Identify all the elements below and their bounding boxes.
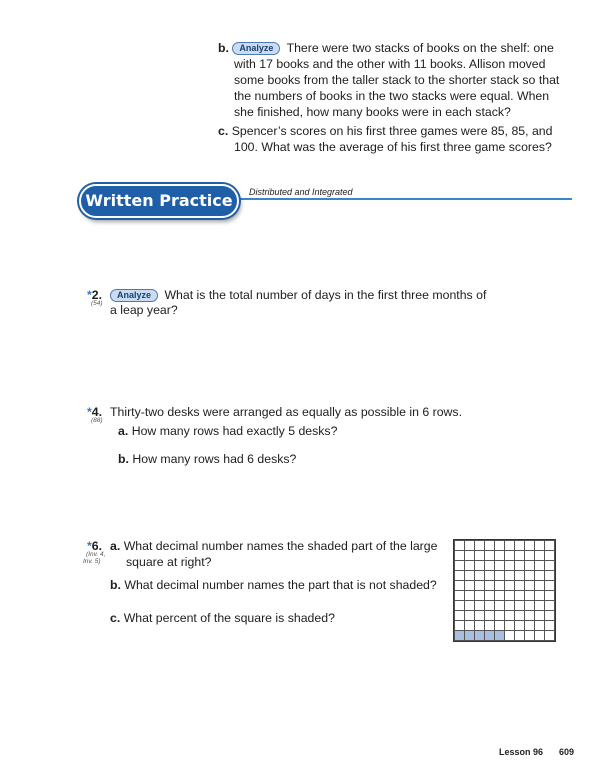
grid-cell <box>465 621 475 631</box>
grid-cell <box>475 581 485 591</box>
grid-cell <box>535 571 545 581</box>
grid-row <box>455 551 555 561</box>
part-letter: c. <box>110 611 121 625</box>
grid-row <box>455 601 555 611</box>
problem-6c <box>110 610 335 626</box>
grid-cell <box>505 621 515 631</box>
lesson-reference-2: Inv. 5) <box>83 558 101 565</box>
grid-cell <box>475 571 485 581</box>
grid-cell-shaded <box>465 631 475 641</box>
lesson-reference-1: (Inv. 4, <box>86 551 106 558</box>
part-text: What decimal number names the part that is not shaded? <box>124 578 437 592</box>
grid-cell <box>545 541 555 551</box>
grid-cell <box>485 571 495 581</box>
grid-row <box>455 621 555 631</box>
analyze-badge: Analyze <box>110 289 158 302</box>
grid-cell <box>495 601 505 611</box>
part-letter: a. <box>110 539 121 553</box>
grid-row <box>455 581 555 591</box>
star-icon: * <box>87 405 92 419</box>
grid-cell <box>515 591 525 601</box>
grid-cell <box>545 631 555 641</box>
grid-cell <box>535 581 545 591</box>
grid-cell <box>515 571 525 581</box>
grid-cell <box>525 631 535 641</box>
grid-cell <box>485 601 495 611</box>
grid-cell <box>505 551 515 561</box>
grid-cell <box>525 611 535 621</box>
grid-cell <box>495 541 505 551</box>
part-letter: b. <box>118 452 129 466</box>
grid-cell <box>515 611 525 621</box>
grid-cell <box>515 601 525 611</box>
page-number: 609 <box>559 747 575 757</box>
grid-cell <box>455 541 465 551</box>
grid-cell <box>515 541 525 551</box>
part-letter-b: b. <box>218 41 229 55</box>
grid-cell <box>505 591 515 601</box>
grid-cell <box>455 561 465 571</box>
grid-row <box>455 561 555 571</box>
grid-cell <box>455 611 465 621</box>
grid-cell <box>525 561 535 571</box>
written-practice-subtitle: Distributed and Integrated <box>249 187 353 197</box>
part-text: What percent of the square is shaded? <box>123 611 335 625</box>
grid-cell <box>475 621 485 631</box>
grid-cell <box>515 621 525 631</box>
grid-cell <box>455 581 465 591</box>
grid-cell <box>485 561 495 571</box>
grid-cell <box>545 551 555 561</box>
problem-2-text: What is the total number of days in the first three months of <box>164 288 487 302</box>
grid-cell <box>505 541 515 551</box>
problem-number: 6. <box>91 539 103 553</box>
grid-cell <box>455 591 465 601</box>
grid-table <box>454 540 555 641</box>
grid-cell <box>455 571 465 581</box>
grid-cell <box>485 541 495 551</box>
grid-cell <box>535 611 545 621</box>
grid-cell <box>465 561 475 571</box>
problem-6a <box>110 538 437 554</box>
problem-6b <box>110 577 437 593</box>
grid-cell <box>495 591 505 601</box>
part-text: How many rows had exactly 5 desks? <box>131 424 338 438</box>
grid-cell <box>475 541 485 551</box>
grid-cell <box>535 551 545 561</box>
grid-cell <box>525 551 535 561</box>
grid-cell <box>505 631 515 641</box>
problem-b-line-4: the numbers of books in the two stacks were equal. When <box>234 89 550 103</box>
grid-cell <box>525 621 535 631</box>
grid-cell <box>525 601 535 611</box>
grid-cell-shaded <box>495 631 505 641</box>
part-text: What decimal number names the shaded part of the large <box>123 539 438 553</box>
grid-cell <box>545 591 555 601</box>
grid-cell <box>525 591 535 601</box>
written-practice-title: Written Practice <box>79 184 239 218</box>
grid-cell-shaded <box>455 631 465 641</box>
grid-cell <box>485 611 495 621</box>
grid-cell <box>535 591 545 601</box>
written-practice-rule <box>232 198 572 200</box>
grid-cell <box>495 561 505 571</box>
grid-cell <box>495 551 505 561</box>
grid-cell <box>525 571 535 581</box>
problem-2-line-1 <box>110 287 486 303</box>
grid-cell <box>495 611 505 621</box>
grid-cell <box>505 611 515 621</box>
problem-b-line-1: There were two stacks of books on the shelf: one <box>286 41 554 55</box>
problem-4b <box>118 451 296 467</box>
grid-cell <box>535 541 545 551</box>
grid-cell <box>455 621 465 631</box>
grid-cell <box>505 571 515 581</box>
grid-row <box>455 611 555 621</box>
grid-cell <box>545 561 555 571</box>
grid-cell <box>545 611 555 621</box>
grid-cell <box>455 601 465 611</box>
grid-cell <box>465 601 475 611</box>
grid-cell <box>545 601 555 611</box>
grid-cell <box>475 601 485 611</box>
lesson-reference: (88) <box>91 417 103 424</box>
problem-b-line-3: some books from the taller stack to the shorter stack so that <box>234 73 560 87</box>
grid-cell <box>475 551 485 561</box>
problem-b <box>218 40 578 56</box>
analyze-badge: Analyze <box>232 42 280 55</box>
grid-cell <box>535 601 545 611</box>
problem-number: 4. <box>91 405 103 419</box>
grid-cell <box>465 581 475 591</box>
part-text: How many rows had 6 desks? <box>132 452 297 466</box>
problem-c-line-1: Spencer’s scores on his first three games were 85, 85, and <box>231 124 553 138</box>
grid-cell <box>485 621 495 631</box>
grid-cell <box>515 561 525 571</box>
grid-cell-shaded <box>485 631 495 641</box>
grid-cell <box>505 601 515 611</box>
grid-row <box>455 591 555 601</box>
grid-cell <box>465 591 475 601</box>
grid-cell <box>495 621 505 631</box>
problem-4-text: Thirty-two desks were arranged as equally as possible in 6 rows. <box>110 405 462 419</box>
problem-c <box>218 123 578 139</box>
grid-cell <box>485 551 495 561</box>
grid-row <box>455 571 555 581</box>
grid-cell <box>535 561 545 571</box>
problem-2-line-2: a leap year? <box>110 303 178 317</box>
grid-cell <box>475 611 485 621</box>
grid-cell <box>515 581 525 591</box>
grid-cell <box>475 561 485 571</box>
grid-cell <box>455 551 465 561</box>
grid-row <box>455 631 555 641</box>
grid-cell-shaded <box>475 631 485 641</box>
grid-cell <box>495 571 505 581</box>
grid-cell <box>535 631 545 641</box>
grid-cell <box>505 561 515 571</box>
grid-cell <box>505 581 515 591</box>
part-letter-c: c. <box>218 124 229 138</box>
part-letter: a. <box>118 424 129 438</box>
grid-cell <box>525 581 535 591</box>
problem-b-line-5: she finished, how many books were in each stack? <box>234 105 511 119</box>
lesson-reference: (54) <box>91 300 103 307</box>
grid-cell <box>465 551 475 561</box>
grid-cell <box>485 581 495 591</box>
grid-cell <box>535 621 545 631</box>
problem-4a <box>118 423 337 439</box>
grid-cell <box>465 541 475 551</box>
grid-cell <box>515 551 525 561</box>
hundred-square-grid <box>453 539 556 642</box>
grid-cell <box>545 581 555 591</box>
grid-cell <box>465 611 475 621</box>
grid-cell <box>495 581 505 591</box>
star-icon: * <box>87 539 92 553</box>
star-icon: * <box>87 288 92 302</box>
grid-row <box>455 541 555 551</box>
grid-cell <box>475 591 485 601</box>
problem-c-line-2: 100. What was the average of his first three game scores? <box>234 140 552 154</box>
grid-cell <box>465 571 475 581</box>
grid-cell <box>545 571 555 581</box>
grid-cell <box>525 541 535 551</box>
grid-cell <box>515 631 525 641</box>
grid-cell <box>545 621 555 631</box>
part-letter: b. <box>110 578 121 592</box>
grid-cell <box>485 591 495 601</box>
problem-number: 2. <box>91 288 103 302</box>
problem-6a-line-2: square at right? <box>126 555 212 569</box>
lesson-label: Lesson 96 <box>499 747 544 757</box>
problem-b-line-2: with 17 books and the other with 11 books. Allison moved <box>234 57 546 71</box>
